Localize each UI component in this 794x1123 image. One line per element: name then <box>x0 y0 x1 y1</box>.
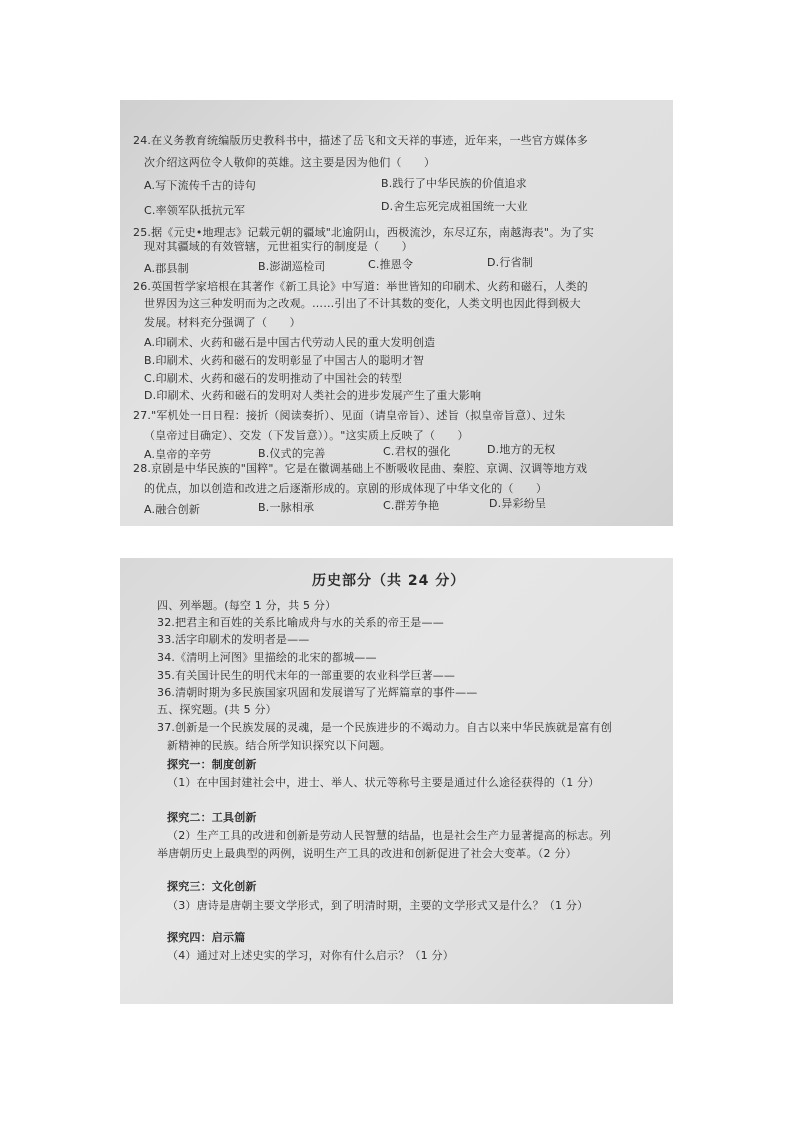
q25-stem-line1: 25.据《元史•地理志》记载元朝的疆域"北逾阴山，西极流沙，东尽辽东，南越海表"。为了实 <box>133 226 594 239</box>
section-five-heading: 五、探究题。(共 5 分） <box>157 703 277 716</box>
q26-stem-line1: 26.英国哲学家培根在其著作《新工具论》中写道：举世皆知的印刷术、火药和磁石，人类的 <box>133 280 588 293</box>
q28-option-b: B.一脉相承 <box>258 501 315 514</box>
q27-stem-line2: （皇帝过目确定）、交发（下发旨意））。"这实质上反映了（ ） <box>144 429 469 442</box>
q26-option-b: B.印刷术、火药和磁石的发明彰显了中国古人的聪明才智 <box>144 354 425 367</box>
q35-text: 35.有关国计民生的明代末年的一部重要的农业科学巨著—— <box>157 669 456 682</box>
q26-option-d: D.印刷术、火药和磁石的发明对人类社会的进步发展产生了重大影响 <box>144 389 482 402</box>
q37-stem-line1: 37.创新是一个民族发展的灵魂，是一个民族进步的不竭动力。自古以来中华民族就是富有创 <box>157 721 612 734</box>
q24-option-d: D.舍生忘死完成祖国统一大业 <box>381 200 528 213</box>
q24-option-c: C.率领军队抵抗元军 <box>144 204 246 217</box>
q28-option-c: C.群芳争艳 <box>383 499 440 512</box>
q27-option-a: A.皇帝的辛劳 <box>144 448 212 461</box>
exam-photo-top <box>120 100 673 526</box>
q37-stem-line2: 新精神的民族。结合所学知识探究以下问题。 <box>167 739 391 752</box>
explore-four-heading: 探究四：启示篇 <box>167 931 246 944</box>
explore-three-question: （3）唐诗是唐朝主要文学形式，到了明清时期，主要的文学形式又是什么？（1 分） <box>167 899 589 912</box>
q28-stem-line1: 28.京剧是中华民族的"国粹"。它是在徽调基础上不断吸收昆曲、秦腔、京调、汉调等地方戏 <box>133 462 588 475</box>
q25-option-d: D.行省制 <box>487 256 533 269</box>
q33-text: 33.活字印刷术的发明者是—— <box>157 633 310 646</box>
explore-one-question: （1）在中国封建社会中，进士、举人、状元等称号主要是通过什么途径获得的（1 分） <box>167 776 600 789</box>
section-title: 历史部分（共 24 分） <box>312 573 466 589</box>
q26-stem-line2: 世界因为这三种发明而为之改观。……引出了不计其数的变化，人类文明也因此得到极大 <box>144 297 581 310</box>
q28-option-d: D.异彩纷呈 <box>489 497 547 510</box>
q24-option-b: B.践行了中华民族的价值追求 <box>381 177 527 190</box>
q24-option-a: A.写下流传千古的诗句 <box>144 179 257 192</box>
explore-two-line2: 举唐朝历史上最典型的两例，说明生产工具的改进和创新促进了社会大变革。（2 分） <box>157 847 577 860</box>
q27-option-c: C.君权的强化 <box>383 445 451 458</box>
section-four-heading: 四、列举题。(每空 1 分，共 5 分） <box>157 599 337 612</box>
q25-option-b: B.澎湖巡检司 <box>258 260 326 273</box>
q25-stem-line2: 现对其疆域的有效管辖，元世祖实行的制度是（ ） <box>144 240 413 253</box>
q32-text: 32.把君主和百姓的关系比喻成舟与水的关系的帝王是—— <box>157 616 444 629</box>
explore-two-heading: 探究二：工具创新 <box>167 811 257 824</box>
q26-option-c: C.印刷术、火药和磁石的发明推动了中国社会的转型 <box>144 372 402 385</box>
exam-photo-bottom <box>120 558 673 1004</box>
q28-option-a: A.融合创新 <box>144 503 201 516</box>
explore-three-heading: 探究三：文化创新 <box>167 880 257 893</box>
q28-stem-line2: 的优点，加以创造和改进之后逐渐形成的。京剧的形成体现了中华文化的（ ） <box>144 482 548 495</box>
q34-text: 34.《清明上河图》里描绘的北宋的都城—— <box>157 651 377 664</box>
q27-option-b: B.仪式的完善 <box>258 447 326 460</box>
q24-stem-line1: 24.在义务教育统编版历史教科书中，描述了岳飞和文天祥的事迹，近年来，一些官方媒体多 <box>133 134 588 147</box>
q36-text: 36.清朝时期为多民族国家巩固和发展谱写了光辉篇章的事件—— <box>157 686 478 699</box>
q27-option-d: D.地方的无权 <box>487 443 556 456</box>
explore-one-heading: 探究一：制度创新 <box>167 758 257 771</box>
q25-option-a: A.郡县制 <box>144 262 189 275</box>
q26-stem-line3: 发展。材料充分强调了（ ） <box>144 316 301 329</box>
explore-two-line1: （2）生产工具的改进和创新是劳动人民智慧的结晶，也是社会生产力显著提高的标志。列 <box>167 829 611 842</box>
q25-option-c: C.推恩令 <box>368 258 414 271</box>
q27-stem-line1: 27."军机处一日日程：接折（阅读奏折）、见面（请皇帝旨）、述旨（拟皇帝旨意）、过朱 <box>133 409 566 422</box>
q26-option-a: A.印刷术、火药和磁石是中国古代劳动人民的重大发明创造 <box>144 336 436 349</box>
q24-stem-line2: 次介绍这两位令人敬仰的英雄。这主要是因为他们（ ） <box>144 156 436 169</box>
explore-four-question: （4）通过对上述史实的学习，对你有什么启示？（1 分） <box>167 949 454 962</box>
